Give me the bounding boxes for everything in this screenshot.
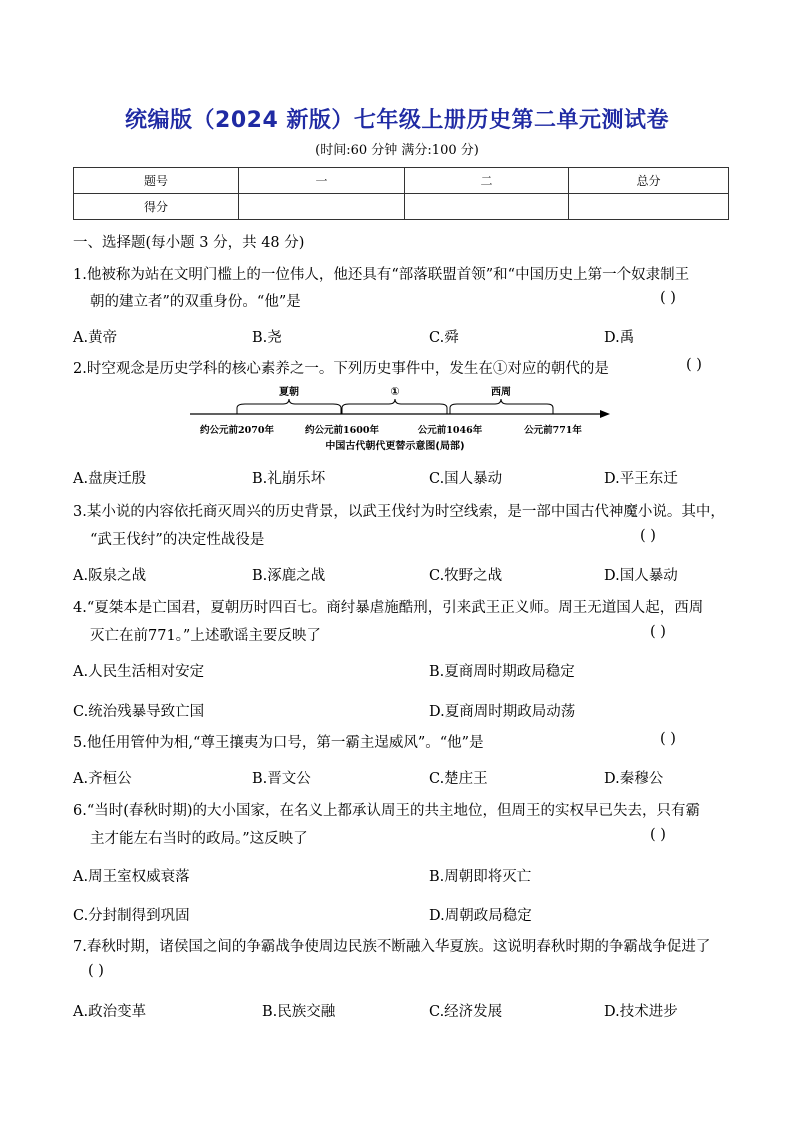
answer-blank: ( ) [660, 731, 676, 747]
option-c: C.楚庄王 [429, 771, 488, 787]
score-table-score-row [74, 194, 729, 220]
answer-blank: ( ) [650, 827, 666, 843]
timeline-period-label: 西周 [491, 387, 511, 398]
timeline-date-label: 公元前1046年 [417, 425, 483, 436]
option-d: D.周朝政局稳定 [429, 908, 532, 924]
xizhou-brace [450, 399, 553, 414]
answer-blank: ( ) [650, 624, 666, 640]
question-6-text: 6.“当时(春秋时期)的大小国家，在名义上都承认周王的共主地位，但周王的实权早已失去，只有霸 [73, 803, 701, 819]
score-row-label: 得分 [74, 194, 239, 220]
score-header-cell: 总分 [569, 168, 729, 194]
dynasty-timeline [185, 384, 615, 456]
option-b: B.晋文公 [252, 771, 311, 787]
option-c: C.国人暴动 [429, 471, 503, 487]
timeline-caption: 中国古代朝代更替示意图(局部) [325, 441, 465, 452]
score-table-header-row [74, 168, 729, 194]
option-a: A.盘庚迁殷 [73, 471, 147, 487]
timeline-period-label: 夏朝 [279, 387, 299, 398]
question-6-text-cont: 主才能左右当时的政局。”这反映了 [90, 831, 308, 847]
option-a: A.齐桓公 [73, 771, 132, 787]
period-1-brace [342, 399, 447, 414]
option-b: B.礼崩乐坏 [252, 471, 326, 487]
question-1-text: 1.他被称为站在文明门槛上的一位伟人，他还具有“部落联盟首领”和“中国历史上第一个奴隶制王 [73, 267, 690, 283]
timeline-arrow-icon [600, 410, 610, 418]
option-b: B.尧 [252, 330, 282, 346]
option-c: C.统治残暴导致亡国 [73, 704, 205, 720]
xia-brace [237, 399, 341, 414]
option-c: C.舜 [429, 330, 459, 346]
question-4-text: 4.“夏桀本是亡国君，夏朝历时四百七。商纣暴虐施酷刑，引来武王正义师。周王无道国人起，西周 [73, 600, 704, 616]
option-b: B.夏商周时期政局稳定 [429, 664, 575, 680]
question-5-text: 5.他任用管仲为相,“尊王攘夷为口号，第一霸主逞威风”。“他”是 [73, 735, 484, 751]
score-cell [405, 194, 569, 220]
answer-blank: ( ) [88, 963, 104, 979]
question-3-text-cont: “武王伐纣”的决定性战役是 [90, 532, 265, 548]
option-a: A.阪泉之战 [73, 568, 147, 584]
option-a: A.政治变革 [73, 1004, 147, 1020]
answer-blank: ( ) [660, 290, 676, 306]
option-d: D.夏商周时期政局动荡 [429, 704, 576, 720]
exam-subtitle: (时间:60 分钟 满分:100 分) [315, 143, 479, 158]
option-a: A.周王室权威衰落 [73, 869, 190, 885]
score-header-cell: 二 [405, 168, 569, 194]
option-a: A.黄帝 [73, 330, 118, 346]
timeline-date-label: 公元前771年 [524, 425, 582, 436]
question-2-text: 2.时空观念是历史学科的核心素养之一。下列历史事件中，发生在①对应的朝代的是 [73, 361, 609, 377]
question-7-text: 7.春秋时期，诸侯国之间的争霸战争使周边民族不断融入华夏族。这说明春秋时期的争霸战争促进了 [73, 939, 711, 955]
answer-blank: ( ) [686, 357, 702, 373]
option-d: D.秦穆公 [604, 771, 664, 787]
option-b: B.民族交融 [262, 1004, 336, 1020]
option-d: D.技术进步 [604, 1004, 678, 1020]
option-d: D.平王东迁 [604, 471, 678, 487]
option-b: B.周朝即将灭亡 [429, 869, 532, 885]
answer-blank: ( ) [640, 528, 656, 544]
timeline-date-label: 约公元前2070年 [200, 425, 274, 436]
timeline-period-label: ① [390, 385, 400, 398]
option-c: C.分封制得到巩固 [73, 908, 190, 924]
option-a: A.人民生活相对安定 [73, 664, 205, 680]
option-c: C.牧野之战 [429, 568, 503, 584]
question-4-text-cont: 灭亡在前771。”上述歌谣主要反映了 [90, 628, 321, 644]
score-table [73, 167, 729, 220]
score-cell [239, 194, 405, 220]
option-d: D.国人暴动 [604, 568, 678, 584]
page-title: 统编版（2024 新版）七年级上册历史第二单元测试卷 [125, 108, 669, 133]
score-header-cell: 一 [239, 168, 405, 194]
option-c: C.经济发展 [429, 1004, 503, 1020]
score-header-cell: 题号 [74, 168, 239, 194]
section-heading: 一、选择题(每小题 3 分，共 48 分) [73, 235, 305, 251]
timeline-date-label: 约公元前1600年 [305, 425, 379, 436]
question-1-text-cont: 朝的建立者”的双重身份。“他”是 [90, 294, 301, 310]
score-cell [569, 194, 729, 220]
option-b: B.涿鹿之战 [252, 568, 326, 584]
question-3-text: 3.某小说的内容依托商灭周兴的历史背景，以武王伐纣为时空线索，是一部中国古代神魔小说。其中， [73, 504, 725, 520]
option-d: D.禹 [604, 330, 635, 346]
